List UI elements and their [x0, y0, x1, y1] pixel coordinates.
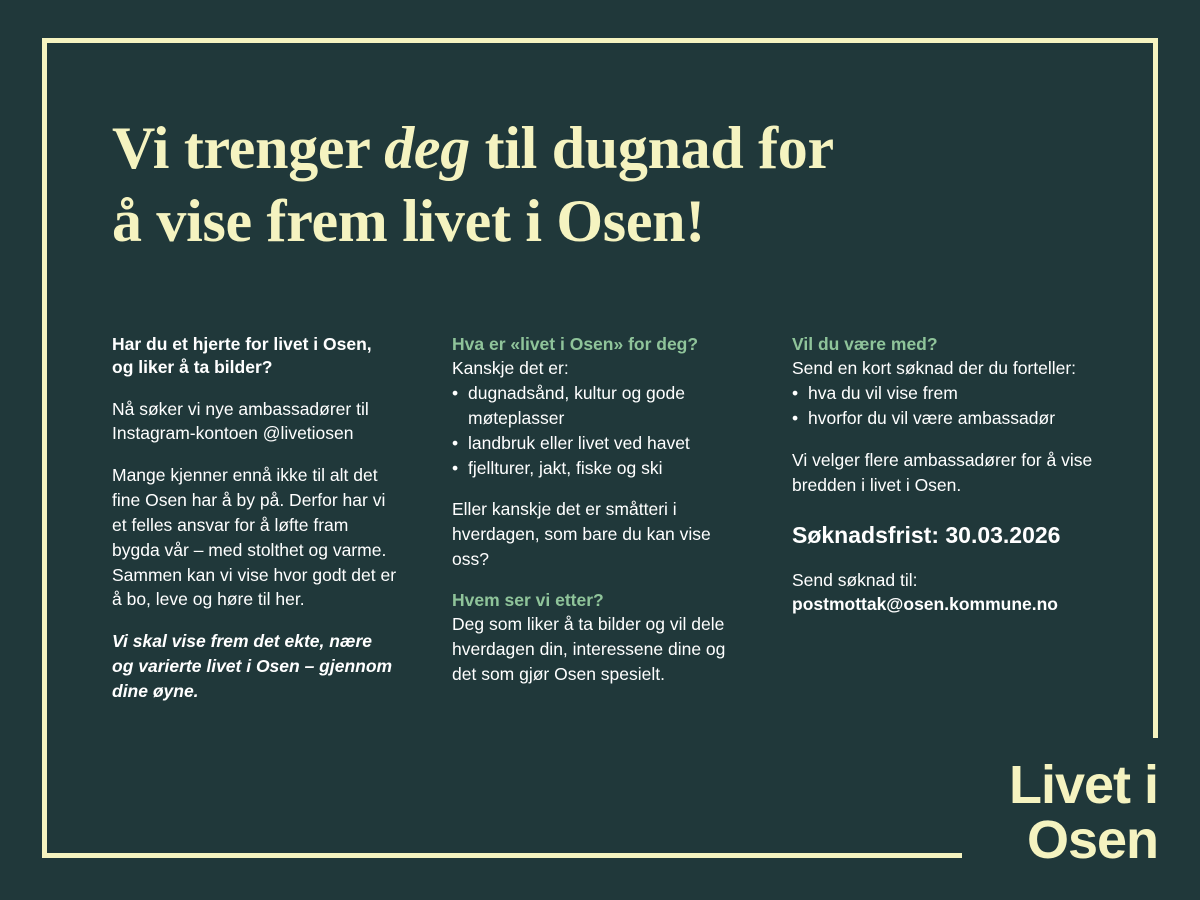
- application-deadline: Søknadsfrist: 30.03.2026: [792, 522, 1061, 549]
- logo: [1008, 754, 1158, 870]
- column-one-heading: Har du et hjerte for livet i Osen, og liker å ta bilder?: [112, 334, 372, 378]
- list-item: • fjellturer, jakt, fiske og ski: [452, 456, 747, 481]
- contact-label: Send søknad til:: [792, 570, 918, 591]
- column-three-heading: Vil du være med?: [792, 334, 938, 354]
- headline-part-1: Vi trenger: [112, 115, 385, 181]
- logo-line-2: Osen: [1026, 809, 1158, 870]
- column-two-heading-1: Hva er «livet i Osen» for deg?: [452, 334, 699, 354]
- frame-border-bottom: [42, 853, 962, 858]
- column-two-bullet-list: [452, 381, 747, 480]
- column-two-paragraph-2: Deg som liker å ta bilder og vil dele hverdagen din, interessene dine og det som gjør Osen spesielt.: [452, 614, 726, 684]
- frame-border-right: [1153, 38, 1158, 738]
- content-columns: [112, 333, 1112, 704]
- column-three-bullet-list: [792, 381, 1112, 431]
- column-three-paragraph: Vi velger flere ambassadører for å vise bredden i livet i Osen.: [792, 449, 1093, 495]
- column-one: [112, 333, 452, 704]
- list-item: • hvorfor du vil være ambassadør: [792, 406, 1112, 431]
- column-one-paragraph-2: Mange kjenner ennå ikke til alt det fine Osen har å by på. Derfor har vi et felles ansvar for å løfte fram bygda vår – med stolthet og varme. Sammen kan vi vise hvor godt det er å bo, leve og høre til her.: [112, 465, 397, 610]
- column-one-paragraph-1: Nå søker vi nye ambassadører til Instagram-kontoen @livetiosen: [112, 398, 369, 444]
- column-one-paragraph-3: Vi skal vise frem det ekte, nære og varierte livet i Osen – gjennom dine øyne.: [112, 631, 393, 701]
- column-two-intro: Kanskje det er:: [452, 358, 569, 379]
- headline-line-2: å vise frem livet i Osen!: [112, 187, 705, 254]
- headline-part-2: til dugnad for: [469, 115, 834, 181]
- column-two-paragraph-1: Eller kanskje det er småtteri i hverdagen, som bare du kan vise oss?: [452, 499, 711, 570]
- list-item: • landbruk eller livet ved havet: [452, 431, 747, 456]
- list-item: • dugnadsånd, kultur og gode møteplasser: [452, 381, 747, 431]
- frame-border-left: [42, 38, 47, 858]
- frame-border-top: [42, 38, 1158, 43]
- page-title: [112, 112, 1092, 257]
- list-item: • hva du vil vise frem: [792, 381, 1112, 406]
- column-two: [452, 333, 792, 704]
- column-three: [792, 333, 1112, 704]
- column-three-intro: Send en kort søknad der du forteller:: [792, 358, 1077, 379]
- contact-email[interactable]: postmottak@osen.kommune.no: [792, 594, 1058, 615]
- column-two-heading-2: Hvem ser vi etter?: [452, 590, 604, 611]
- logo-line-1: Livet i: [1008, 754, 1158, 815]
- headline-emphasis: deg: [384, 115, 470, 181]
